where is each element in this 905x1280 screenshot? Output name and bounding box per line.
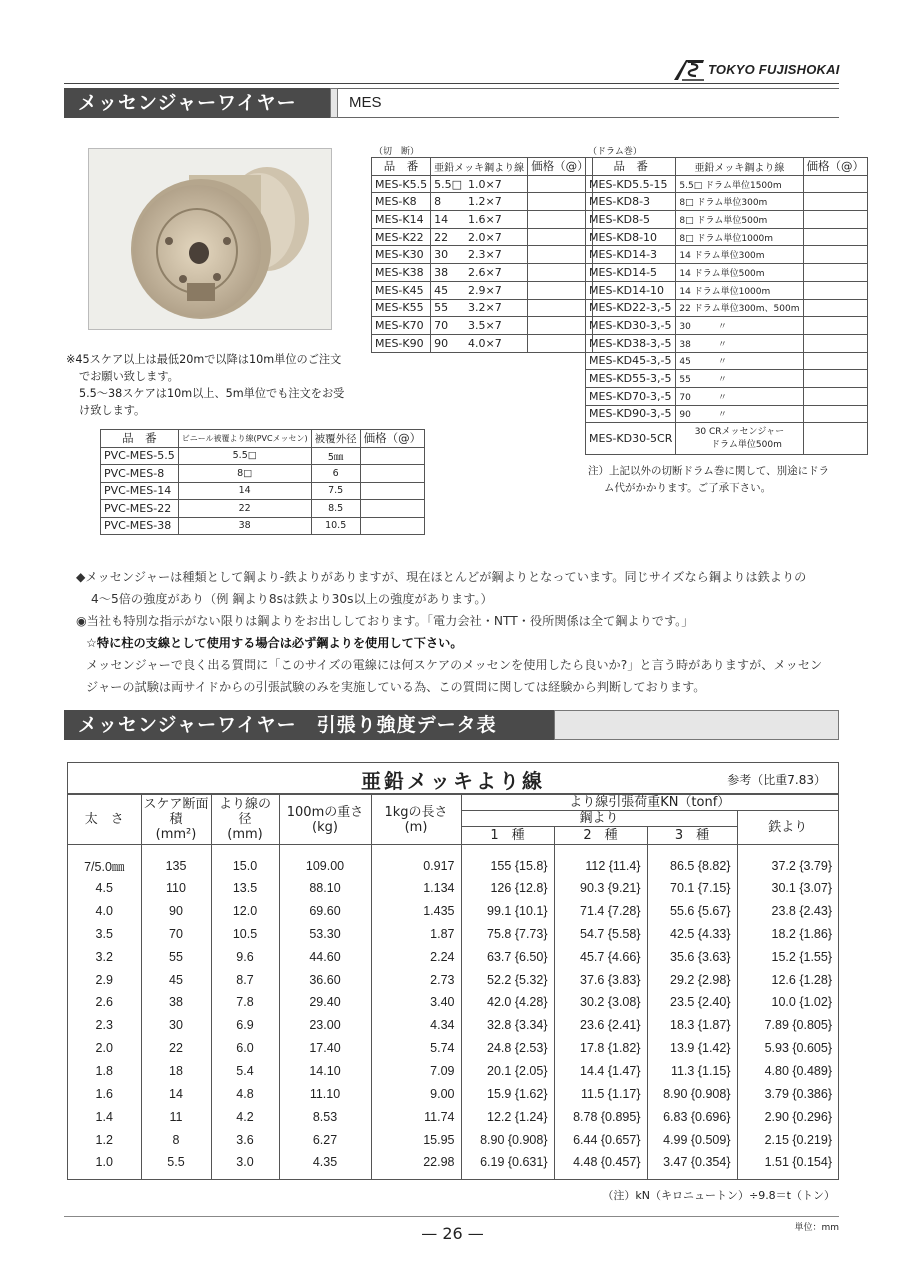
header-iron: 鉄より	[737, 811, 838, 845]
table-row: MES-K90 90 4.0×7	[372, 334, 593, 352]
table-row: PVC-MES-22 22 8.5	[101, 500, 425, 518]
header-weight: 100mの重さ (kg)	[279, 795, 371, 845]
pvc-product-table	[100, 429, 425, 535]
table-row: 1.4 11 4.2 8.53 11.74 12.2 {1.24} 8.78 {0.895} 6.83 {0.696} 2.90 {0.296}	[68, 1105, 838, 1128]
header-area: スケア断面積 (mm²)	[141, 795, 211, 845]
table-row: PVC-MES-8 8□ 6	[101, 465, 425, 483]
header-grade1: 1 種	[461, 827, 554, 845]
fujishokai-logo-icon	[672, 56, 706, 82]
table-row: MES-K45 45 2.9×7	[372, 281, 593, 299]
description	[76, 566, 822, 698]
table-row: 7/5.0㎜ 135 15.0 109.00 0.917 155 {15.8} 112 {11.4} 86.5 {8.82} 37.2 {3.79}	[68, 845, 838, 877]
section-header-accent	[554, 710, 839, 740]
table-row: 2.6 38 7.8 29.40 3.40 42.0 {4.28} 30.2 {3.08} 23.5 {2.40} 10.0 {1.02}	[68, 991, 838, 1014]
table-row: MES-KD38-3,-5 38 〃	[586, 334, 868, 352]
header-diameter: 被覆外径	[311, 430, 360, 448]
header-length: 1kgの長さ (m)	[371, 795, 461, 845]
table-row: 3.5 70 10.5 53.30 1.87 75.8 {7.73} 54.7 {5.58} 42.5 {4.33} 18.2 {1.86}	[68, 922, 838, 945]
header-wire: 亜鉛メッキ鋼より線	[676, 158, 803, 176]
strength-data-table	[67, 762, 839, 1180]
header-code: 品 番	[586, 158, 676, 176]
table-row: MES-K8 8 1.2×7	[372, 193, 593, 211]
unit-label: 単位：mm	[794, 1223, 839, 1233]
table-row: MES-KD55-3,-5 55 〃	[586, 370, 868, 388]
table-row: MES-K70 70 3.5×7	[372, 317, 593, 335]
table-row: MES-KD8-3 8□ ドラム単位300m	[586, 193, 868, 211]
table-row: 2.9 45 8.7 36.60 2.73 52.2 {5.32} 37.6 {3.83} 29.2 {2.98} 12.6 {1.28}	[68, 968, 838, 991]
page-number: — 26 —	[421, 1224, 484, 1243]
table-row: MES-KD14-3 14 ドラム単位300m	[586, 246, 868, 264]
table-row: 1.8 18 5.4 14.10 7.09 20.1 {2.05} 14.4 {1.47} 11.3 {1.15} 4.80 {0.489}	[68, 1060, 838, 1083]
drum-product-table	[585, 157, 868, 455]
table-row: MES-KD8-10 8□ ドラム単位1000m	[586, 228, 868, 246]
table-row: MES-KD45-3,-5 45 〃	[586, 352, 868, 370]
section-title: メッセンジャーワイヤー 引張り強度データ表	[64, 710, 554, 740]
table-row: 2.0 22 6.0 17.40 5.74 24.8 {2.53} 17.8 {1.82} 13.9 {1.42} 5.93 {0.605}	[68, 1037, 838, 1060]
table-row: MES-KD22-3,-5 22 ドラム単位300m、500m	[586, 299, 868, 317]
table-row: MES-K55 55 3.2×7	[372, 299, 593, 317]
table-row: 4.5 110 13.5 88.10 1.134 126 {12.8} 90.3 {9.21} 70.1 {7.15} 30.1 {3.07}	[68, 877, 838, 900]
header-price: 価格（@）	[360, 430, 425, 448]
table-row: MES-KD70-3,-5 70 〃	[586, 387, 868, 405]
table-row: MES-KD30-5CR 30 CRメッセンジャー ドラム単位500m	[586, 423, 868, 455]
table-row: 1.0 5.5 3.0 4.35 22.98 6.19 {0.631} 4.48 {0.457} 3.47 {0.354} 1.51 {0.154}	[68, 1151, 838, 1179]
table-row: MES-KD30-3,-5 30 〃	[586, 317, 868, 335]
cut-product-table	[371, 157, 593, 353]
desc-p4a: メッセンジャーで良く出る質問に「このサイズの電線には何スケアのメッセンを使用したら良いか?」と言う時がありますが、メッセン	[86, 658, 823, 672]
header-rule	[64, 83, 839, 84]
table-row: 3.2 55 9.6 44.60 2.24 63.7 {6.50} 45.7 {4.66} 35.6 {3.63} 15.2 {1.55}	[68, 945, 838, 968]
drum-table-caption: （ドラム巻）	[588, 147, 642, 157]
section-header-accent	[330, 88, 338, 118]
table-row: MES-KD14-5 14 ドラム単位500m	[586, 264, 868, 282]
header-load: より線引張荷重KN（tonf）	[461, 795, 838, 811]
header-diameter: より線の径 (mm)	[211, 795, 279, 845]
table-row: MES-K38 38 2.6×7	[372, 264, 593, 282]
table-row: MES-K14 14 1.6×7	[372, 211, 593, 229]
section-header-strength	[64, 711, 839, 741]
table-row: MES-KD14-10 14 ドラム単位1000m	[586, 281, 868, 299]
header-wire: ビニール被覆より線(PVCメッセン)	[178, 430, 311, 448]
header-wire: 亜鉛メッキ鋼より線	[431, 158, 528, 176]
table-row: MES-KD5.5-15 5.5□ ドラム単位1500m	[586, 175, 868, 193]
desc-p3: ☆特に柱の支線として使用する場合は必ず鋼よりを使用して下さい。	[86, 636, 463, 650]
table-row: PVC-MES-5.5 5.5□ 5㎜	[101, 447, 425, 465]
header-grade2: 2 種	[554, 827, 647, 845]
table-row: PVC-MES-14 14 7.5	[101, 482, 425, 500]
cut-table-caption: （切 断）	[374, 147, 420, 157]
table-row: 2.3 30 6.9 23.00 4.34 32.8 {3.34} 23.6 {2.41} 18.3 {1.87} 7.89 {0.805}	[68, 1014, 838, 1037]
desc-p4b: ジャーの試験は両サイドからの引張試験のみを実施している為、この質問に関しては経験から判断しております。	[86, 680, 706, 694]
header-grade3: 3 種	[647, 827, 737, 845]
footer-rule	[64, 1216, 839, 1217]
header-steel: 鋼より	[461, 811, 737, 827]
table-row: MES-KD8-5 8□ ドラム単位500m	[586, 211, 868, 229]
desc-p1b: 4〜5倍の強度があり（例 鋼より8sは鉄より30s以上の強度があります。）	[91, 592, 493, 606]
table-row: PVC-MES-38 38 10.5	[101, 517, 425, 535]
header-size: 太 さ	[68, 795, 141, 845]
header-code: 品 番	[372, 158, 431, 176]
header-price: 価格（@）	[803, 158, 868, 176]
section-title: メッセンジャーワイヤー	[64, 88, 330, 118]
section-header-mes	[64, 88, 839, 118]
header-price: 価格（@）	[528, 158, 593, 176]
table-row: MES-K5.5 5.5□ 1.0×7	[372, 175, 593, 193]
table-row: 4.0 90 12.0 69.60 1.435 99.1 {10.1} 71.4 {7.28} 55.6 {5.67} 23.8 {2.43}	[68, 899, 838, 922]
table-row: MES-K30 30 2.3×7	[372, 246, 593, 264]
desc-p2: ◉当社も特別な指示がない限りは鋼よりをお出ししております。「電力会社・NTT・役所関係は全て鋼よりです。」	[76, 614, 694, 628]
reference-note: 参考（比重7.83）	[727, 773, 826, 787]
desc-p1a: ◆メッセンジャーは種類として鋼より-鉄よりがありますが、現在ほとんどが鋼よりとなっています。同じサイズなら鋼よりは鉄よりの	[76, 570, 807, 584]
table-row: MES-K22 22 2.0×7	[372, 228, 593, 246]
table-row: 1.6 14 4.8 11.10 9.00 15.9 {1.62} 11.5 {1.17} 8.90 {0.908} 3.79 {0.386}	[68, 1083, 838, 1106]
product-photo	[88, 148, 332, 330]
table-row: MES-KD90-3,-5 90 〃	[586, 405, 868, 423]
drum-note: 注）上記以外の切断ドラム巻に関して、別途にドラ ム代がかかります。ご了承下さい。	[588, 465, 830, 494]
section-subtitle: MES	[349, 94, 382, 111]
logo-text: TOKYO FUJISHOKAI	[708, 62, 840, 77]
table-footnote: （注）kN（キロニュートン）÷9.8＝t（トン）	[602, 1189, 835, 1202]
table-title: 亜鉛メッキより線	[361, 769, 545, 793]
table-title-bar	[68, 763, 838, 794]
company-logo	[672, 56, 842, 82]
order-note: ※45スケア以上は最低20mで以降は10m単位のご注文 でお願い致します。 5.5〜38スケアは10m以上、5m単位でも注文をお受 け致します。	[66, 353, 345, 417]
table-row: 1.2 8 3.6 6.27 15.95 8.90 {0.908} 6.44 {0.657} 4.99 {0.509} 2.15 {0.219}	[68, 1128, 838, 1151]
header-code: 品 番	[101, 430, 179, 448]
